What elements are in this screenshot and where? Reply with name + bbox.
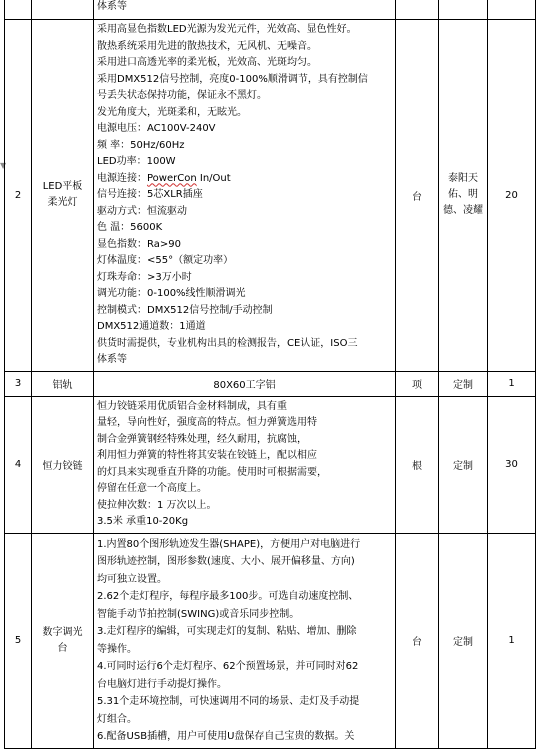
- description-line: 等操作。: [97, 643, 137, 655]
- description-line: 体系等: [97, 354, 127, 365]
- item-brand: 泰阳天佑、明德、凌耀: [439, 20, 488, 372]
- description-line: 采用高显色指数LED光源为发光元件，光效高、显色性好。: [97, 24, 357, 35]
- row-number: 2: [5, 20, 32, 372]
- item-brand: [439, 0, 488, 20]
- description-line: 1.内置80个图形轨迹发生器(SHAPE)，方便用户对电脑进行: [97, 538, 361, 550]
- description-line: 3.走灯程序的编辑，可实现走灯的复制、粘贴、增加、删除: [97, 626, 357, 637]
- row-number: [5, 0, 32, 20]
- description-line: 电源电压：AC100V-240V: [97, 123, 216, 134]
- description-line: 电源连接：PowerCon In/Out: [97, 172, 231, 184]
- description-line: 采用进口高透光率的柔光板，光效高、光斑均匀。: [97, 57, 317, 68]
- item-name: 恒力铰链: [32, 396, 94, 533]
- description-line: 停留在任意一个高度上。: [97, 483, 207, 494]
- description-line: 发光角度大，光斑柔和，无眩光。: [97, 106, 247, 118]
- description-line: 体系等: [97, 0, 127, 12]
- row-number: 3: [5, 371, 32, 396]
- row-handle-icon[interactable]: ▼: [0, 161, 7, 170]
- table-row: [5, 533, 536, 748]
- item-brand: 定制: [439, 371, 488, 396]
- row-number: 5: [5, 533, 32, 748]
- description-line: 2.62个走灯程序，每程序最多100步。可选自动速度控制、: [97, 591, 359, 602]
- item-brand: 定制: [439, 396, 488, 533]
- description-line: 色 温：5600K: [97, 222, 163, 233]
- description-line: 量轻，导向性好，强度高的特点。恒力弹簧选用特: [97, 417, 317, 428]
- item-unit: 根: [396, 396, 439, 533]
- item-name: 数字调光台: [32, 533, 94, 748]
- item-unit: 项: [396, 371, 439, 396]
- item-description: 80X60工字铝: [94, 371, 396, 396]
- item-quantity: 1: [488, 533, 536, 748]
- description-line: DMX512通道数：1通道: [97, 321, 206, 332]
- description-line: 制合金弹簧钢经特殊处理，经久耐用，抗腐蚀，: [97, 433, 307, 445]
- description-line: 号丢失状态保持功能，保证永不黑灯。: [97, 90, 267, 101]
- description-line: 灯体温度：<55°（额定功率）: [97, 255, 234, 266]
- description-line: 频 率：50Hz/60Hz: [97, 139, 185, 151]
- description-line: 6.配备USB插槽，用户可使用U盘保存自己宝贵的数据。关: [97, 731, 355, 742]
- item-quantity: 30: [488, 396, 536, 533]
- description-line: 供货时需提供，专业机构出具的检测报告，CE认证，ISO三: [97, 337, 358, 349]
- description-line: 4.可同时运行6个走灯程序、62个预置场景，并可同时对62: [97, 661, 359, 672]
- item-description: [94, 396, 396, 533]
- item-unit: [396, 0, 439, 20]
- item-brand: 定制: [439, 533, 488, 748]
- description-line: 均可独立设置。: [97, 573, 167, 585]
- description-line: LED功率：100W: [97, 156, 176, 167]
- description-line: 利用恒力弹簧的特性将其安装在铰链上，配以相应: [97, 450, 317, 461]
- description-line: 5.31个走环境控制，可快速调用不同的场景、走灯及手动提: [97, 696, 360, 707]
- spellcheck-word: PowerCon: [147, 172, 197, 184]
- description-line: 使拉伸次数：1 万次以上。: [97, 499, 217, 511]
- equipment-spec-table: [4, 0, 536, 749]
- description-line: 散热系统采用先进的散热技术，无风机、无噪音。: [97, 40, 317, 52]
- item-description: [94, 0, 396, 20]
- table-row: [5, 20, 536, 372]
- description-line: 灯珠寿命：>3万小时: [97, 271, 192, 283]
- description-line: 台电脑灯进行手动提灯操作。: [97, 678, 227, 690]
- table-row: [5, 396, 536, 533]
- description-line: 信号连接：5芯XLR插座: [97, 189, 203, 200]
- row-number: 4: [5, 396, 32, 533]
- item-quantity: [488, 0, 536, 20]
- item-quantity: 1: [488, 371, 536, 396]
- item-unit: 台: [396, 533, 439, 748]
- item-name: 铝轨: [32, 371, 94, 396]
- description-line: 3.5米 承重10-20Kg: [97, 516, 189, 527]
- description-line: 智能手动节拍控制(SWING)或音乐同步控制。: [97, 608, 300, 620]
- description-line: 灯组合。: [97, 713, 137, 725]
- table-row: [5, 0, 536, 20]
- description-line: 显色指数：Ra>90: [97, 238, 181, 250]
- item-description: [94, 20, 396, 372]
- item-description: [94, 533, 396, 748]
- description-line: 调光功能：0-100%线性顺滑调光: [97, 288, 246, 299]
- item-quantity: 20: [488, 20, 536, 372]
- description-line: 驱动方式：恒流驱动: [97, 205, 187, 217]
- description-line: 的灯具来实现垂直升降的功能。使用时可根据需要，: [97, 466, 327, 478]
- description-line: 图形轨迹控制，图形参数(速度、大小、展开偏移量、方向): [97, 556, 355, 567]
- description-line: 采用DMX512信号控制，亮度0-100%顺滑调节，具有控制信: [97, 73, 368, 85]
- item-unit: 台: [396, 20, 439, 372]
- table-row: [5, 371, 536, 396]
- description-line: 恒力铰链采用优质铝合金材料制成，具有重: [97, 400, 287, 412]
- item-name: [32, 0, 94, 20]
- item-name: LED平板柔光灯: [32, 20, 94, 372]
- description-line: 控制模式：DMX512信号控制/手动控制: [97, 304, 273, 316]
